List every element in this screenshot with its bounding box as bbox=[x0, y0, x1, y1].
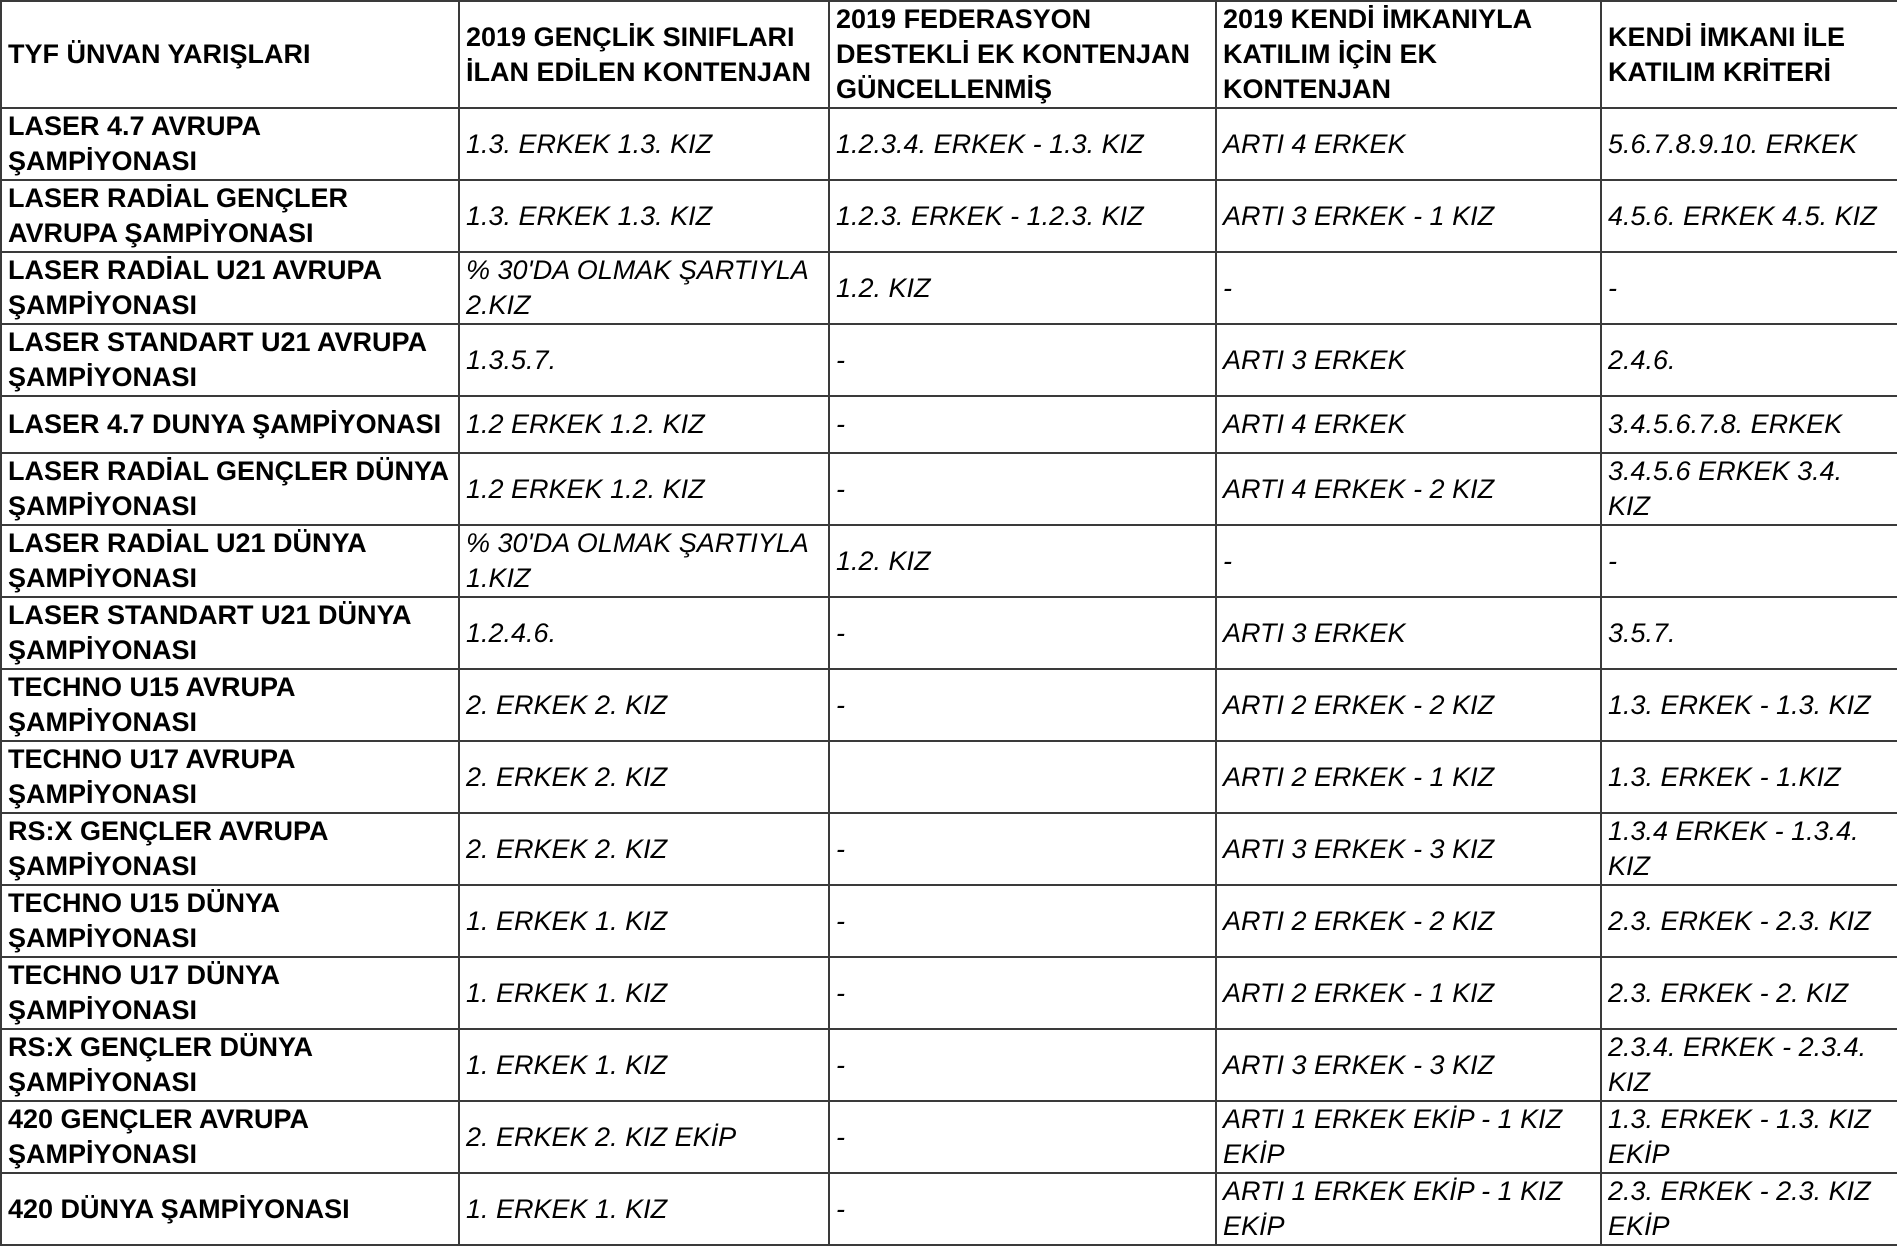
federation-quota-cell: - bbox=[829, 957, 1216, 1029]
federation-quota-cell: 1.2.3.4. ERKEK - 1.3. KIZ bbox=[829, 108, 1216, 180]
championship-name-cell: LASER RADİAL GENÇLER DÜNYA ŞAMPİYONASI bbox=[1, 453, 459, 525]
federation-quota-cell: - bbox=[829, 597, 1216, 669]
self-funded-quota-cell: ARTI 3 ERKEK - 1 KIZ bbox=[1216, 180, 1601, 252]
self-funded-criteria-cell: 3.4.5.6.7.8. ERKEK bbox=[1601, 396, 1897, 453]
self-funded-quota-cell: ARTI 1 ERKEK EKİP - 1 KIZ EKİP bbox=[1216, 1173, 1601, 1245]
federation-quota-cell: - bbox=[829, 1101, 1216, 1173]
championship-name-cell: LASER 4.7 AVRUPA ŞAMPİYONASI bbox=[1, 108, 459, 180]
table-row bbox=[1, 1029, 1897, 1101]
announced-quota-cell: 1.3. ERKEK 1.3. KIZ bbox=[459, 108, 829, 180]
announced-quota-cell: 2. ERKEK 2. KIZ bbox=[459, 813, 829, 885]
table-row bbox=[1, 396, 1897, 453]
self-funded-criteria-cell: 2.3. ERKEK - 2.3. KIZ EKİP bbox=[1601, 1173, 1897, 1245]
championship-name-cell: LASER RADİAL U21 DÜNYA ŞAMPİYONASI bbox=[1, 525, 459, 597]
table-row bbox=[1, 957, 1897, 1029]
header-self-funded-quota: 2019 KENDİ İMKANIYLA KATILIM İÇİN EK KONTENJAN bbox=[1216, 1, 1601, 108]
table-row bbox=[1, 453, 1897, 525]
federation-quota-cell: - bbox=[829, 813, 1216, 885]
federation-quota-cell bbox=[829, 741, 1216, 813]
self-funded-quota-cell: ARTI 3 ERKEK bbox=[1216, 597, 1601, 669]
announced-quota-cell: 1. ERKEK 1. KIZ bbox=[459, 957, 829, 1029]
self-funded-quota-cell: ARTI 3 ERKEK bbox=[1216, 324, 1601, 396]
federation-quota-cell: - bbox=[829, 669, 1216, 741]
announced-quota-cell: % 30'DA OLMAK ŞARTIYLA 2.KIZ bbox=[459, 252, 829, 324]
announced-quota-cell: 2. ERKEK 2. KIZ bbox=[459, 669, 829, 741]
header-championship: TYF ÜNVAN YARIŞLARI bbox=[1, 1, 459, 108]
announced-quota-cell: 1. ERKEK 1. KIZ bbox=[459, 1173, 829, 1245]
table-row bbox=[1, 885, 1897, 957]
announced-quota-cell: 1. ERKEK 1. KIZ bbox=[459, 885, 829, 957]
championship-name-cell: 420 DÜNYA ŞAMPİYONASI bbox=[1, 1173, 459, 1245]
self-funded-quota-cell: ARTI 2 ERKEK - 2 KIZ bbox=[1216, 885, 1601, 957]
table-row bbox=[1, 813, 1897, 885]
self-funded-criteria-cell: 1.3. ERKEK - 1.3. KIZ bbox=[1601, 669, 1897, 741]
self-funded-criteria-cell: - bbox=[1601, 252, 1897, 324]
federation-quota-cell: - bbox=[829, 396, 1216, 453]
championship-name-cell: LASER STANDART U21 AVRUPA ŞAMPİYONASI bbox=[1, 324, 459, 396]
table-row bbox=[1, 669, 1897, 741]
self-funded-criteria-cell: 1.3. ERKEK - 1.KIZ bbox=[1601, 741, 1897, 813]
championship-name-cell: TECHNO U15 DÜNYA ŞAMPİYONASI bbox=[1, 885, 459, 957]
table-body bbox=[1, 108, 1897, 1245]
announced-quota-cell: % 30'DA OLMAK ŞARTIYLA 1.KIZ bbox=[459, 525, 829, 597]
self-funded-criteria-cell: 4.5.6. ERKEK 4.5. KIZ bbox=[1601, 180, 1897, 252]
championship-name-cell: TECHNO U17 AVRUPA ŞAMPİYONASI bbox=[1, 741, 459, 813]
header-federation-extra-quota: 2019 FEDERASYON DESTEKLİ EK KONTENJAN GÜNCELLENMİŞ bbox=[829, 1, 1216, 108]
self-funded-quota-cell: ARTI 2 ERKEK - 2 KIZ bbox=[1216, 669, 1601, 741]
championship-name-cell: TECHNO U17 DÜNYA ŞAMPİYONASI bbox=[1, 957, 459, 1029]
announced-quota-cell: 1.2 ERKEK 1.2. KIZ bbox=[459, 396, 829, 453]
table-row bbox=[1, 597, 1897, 669]
championship-name-cell: LASER STANDART U21 DÜNYA ŞAMPİYONASI bbox=[1, 597, 459, 669]
self-funded-criteria-cell: 2.4.6. bbox=[1601, 324, 1897, 396]
announced-quota-cell: 1.3. ERKEK 1.3. KIZ bbox=[459, 180, 829, 252]
header-self-funded-criteria: KENDİ İMKANI İLE KATILIM KRİTERİ bbox=[1601, 1, 1897, 108]
self-funded-criteria-cell: 5.6.7.8.9.10. ERKEK bbox=[1601, 108, 1897, 180]
announced-quota-cell: 1.3.5.7. bbox=[459, 324, 829, 396]
federation-quota-cell: - bbox=[829, 453, 1216, 525]
self-funded-quota-cell: ARTI 4 ERKEK - 2 KIZ bbox=[1216, 453, 1601, 525]
table-row bbox=[1, 1101, 1897, 1173]
championship-name-cell: RS:X GENÇLER DÜNYA ŞAMPİYONASI bbox=[1, 1029, 459, 1101]
announced-quota-cell: 1.2.4.6. bbox=[459, 597, 829, 669]
announced-quota-cell: 2. ERKEK 2. KIZ bbox=[459, 741, 829, 813]
federation-quota-cell: - bbox=[829, 1029, 1216, 1101]
federation-quota-cell: - bbox=[829, 324, 1216, 396]
self-funded-quota-cell: ARTI 3 ERKEK - 3 KIZ bbox=[1216, 813, 1601, 885]
header-row bbox=[1, 1, 1897, 108]
self-funded-criteria-cell: 2.3. ERKEK - 2. KIZ bbox=[1601, 957, 1897, 1029]
self-funded-criteria-cell: 1.3. ERKEK - 1.3. KIZ EKİP bbox=[1601, 1101, 1897, 1173]
championship-name-cell: RS:X GENÇLER AVRUPA ŞAMPİYONASI bbox=[1, 813, 459, 885]
championship-name-cell: TECHNO U15 AVRUPA ŞAMPİYONASI bbox=[1, 669, 459, 741]
federation-quota-cell: 1.2. KIZ bbox=[829, 252, 1216, 324]
self-funded-quota-cell: ARTI 4 ERKEK bbox=[1216, 108, 1601, 180]
self-funded-criteria-cell: 3.5.7. bbox=[1601, 597, 1897, 669]
championship-name-cell: 420 GENÇLER AVRUPA ŞAMPİYONASI bbox=[1, 1101, 459, 1173]
self-funded-quota-cell: ARTI 1 ERKEK EKİP - 1 KIZ EKİP bbox=[1216, 1101, 1601, 1173]
announced-quota-cell: 2. ERKEK 2. KIZ EKİP bbox=[459, 1101, 829, 1173]
self-funded-quota-cell: ARTI 4 ERKEK bbox=[1216, 396, 1601, 453]
self-funded-criteria-cell: - bbox=[1601, 525, 1897, 597]
federation-quota-cell: - bbox=[829, 885, 1216, 957]
self-funded-criteria-cell: 2.3. ERKEK - 2.3. KIZ bbox=[1601, 885, 1897, 957]
table-row bbox=[1, 252, 1897, 324]
self-funded-quota-cell: ARTI 2 ERKEK - 1 KIZ bbox=[1216, 741, 1601, 813]
table-row bbox=[1, 180, 1897, 252]
header-announced-quota: 2019 GENÇLİK SINIFLARI İLAN EDİLEN KONTENJAN bbox=[459, 1, 829, 108]
table-row bbox=[1, 741, 1897, 813]
championship-name-cell: LASER RADİAL GENÇLER AVRUPA ŞAMPİYONASI bbox=[1, 180, 459, 252]
self-funded-criteria-cell: 3.4.5.6 ERKEK 3.4. KIZ bbox=[1601, 453, 1897, 525]
table-row bbox=[1, 1173, 1897, 1245]
announced-quota-cell: 1.2 ERKEK 1.2. KIZ bbox=[459, 453, 829, 525]
self-funded-quota-cell: - bbox=[1216, 252, 1601, 324]
federation-quota-cell: - bbox=[829, 1173, 1216, 1245]
championship-name-cell: LASER 4.7 DUNYA ŞAMPİYONASI bbox=[1, 396, 459, 453]
championship-name-cell: LASER RADİAL U21 AVRUPA ŞAMPİYONASI bbox=[1, 252, 459, 324]
self-funded-quota-cell: ARTI 3 ERKEK - 3 KIZ bbox=[1216, 1029, 1601, 1101]
table-row bbox=[1, 108, 1897, 180]
self-funded-criteria-cell: 1.3.4 ERKEK - 1.3.4. KIZ bbox=[1601, 813, 1897, 885]
announced-quota-cell: 1. ERKEK 1. KIZ bbox=[459, 1029, 829, 1101]
federation-quota-cell: 1.2.3. ERKEK - 1.2.3. KIZ bbox=[829, 180, 1216, 252]
self-funded-quota-cell: - bbox=[1216, 525, 1601, 597]
federation-quota-cell: 1.2. KIZ bbox=[829, 525, 1216, 597]
self-funded-quota-cell: ARTI 2 ERKEK - 1 KIZ bbox=[1216, 957, 1601, 1029]
table-row bbox=[1, 324, 1897, 396]
table-row bbox=[1, 525, 1897, 597]
self-funded-criteria-cell: 2.3.4. ERKEK - 2.3.4. KIZ bbox=[1601, 1029, 1897, 1101]
